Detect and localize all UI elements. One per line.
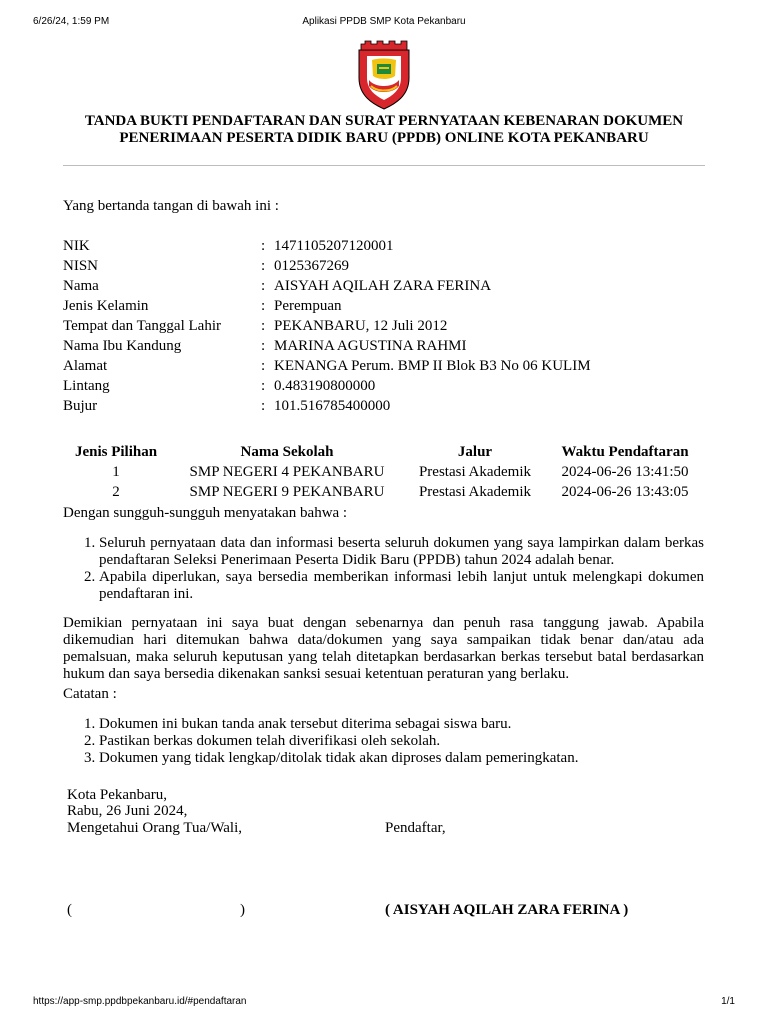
table-cell: SMP NEGERI 4 PEKANBARU bbox=[189, 463, 385, 480]
identity-label: Tempat dan Tanggal Lahir bbox=[63, 318, 221, 334]
print-footer bbox=[0, 996, 768, 1010]
identity-row-bujur bbox=[63, 398, 703, 418]
table-header-row bbox=[63, 442, 705, 462]
identity-value: PEKANBARU, 12 Juli 2012 bbox=[274, 318, 448, 334]
document-title-line-2: PENERIMAAN PESERTA DIDIK BARU (PPDB) ONLINE KOTA PEKANBARU bbox=[119, 130, 649, 146]
identity-value: 101.516785400000 bbox=[274, 398, 391, 414]
registrant-signature-name: ( AISYAH AQILAH ZARA FERINA ) bbox=[385, 902, 629, 918]
identity-value: 1471105207120001 bbox=[274, 238, 394, 254]
school-choices-table bbox=[63, 442, 705, 502]
identity-row-nik bbox=[63, 238, 703, 258]
identity-colon: : bbox=[261, 278, 266, 294]
table-cell: 2024-06-26 13:43:05 bbox=[561, 483, 689, 500]
table-cell: 1 bbox=[112, 463, 120, 480]
table-cell: Prestasi Akademik bbox=[418, 483, 532, 500]
print-datetime: 6/26/24, 1:59 PM bbox=[33, 16, 110, 27]
identity-colon: : bbox=[261, 298, 266, 314]
identity-colon: : bbox=[261, 258, 266, 274]
notes-label: Catatan : bbox=[63, 686, 117, 702]
identity-row-tempat-tanggal-lahir bbox=[63, 318, 703, 338]
identity-label: Alamat bbox=[63, 358, 108, 374]
declaration-paragraph: Demikian pernyataan ini saya buat dengan sebenarnya dan penuh rasa tanggung jawab. Apabila dikemudian hari ditemukan bahwa data/dokumen yang saya sampaikan tidak benar dan/atau ada pemalsuan, maka seluruh keputusan yang telah ditetapkan berdasarkan berkas tersebut batal berdasarkan hukum dan saya bersedia dikenakan sanksi sesuai ketentuan peraturan yang berlaku. bbox=[63, 615, 704, 682]
identity-label: Lintang bbox=[63, 378, 110, 394]
table-row bbox=[63, 462, 705, 482]
identity-row-lintang bbox=[63, 378, 703, 398]
print-page-title: Aplikasi PPDB SMP Kota Pekanbaru bbox=[302, 16, 466, 27]
print-header bbox=[0, 16, 768, 30]
guardian-signature-open-paren: ( bbox=[67, 902, 72, 918]
identity-colon: : bbox=[261, 238, 266, 254]
identity-label: Nama Ibu Kandung bbox=[63, 338, 182, 354]
identity-label: NISN bbox=[63, 258, 99, 274]
notes-list bbox=[76, 716, 719, 767]
column-header: Jenis Pilihan bbox=[74, 443, 158, 460]
guardian-signature-close-paren: ) bbox=[240, 902, 245, 918]
identity-label: Nama bbox=[63, 278, 99, 294]
print-url: https://app-smp.ppdbpekanbaru.id/#pendaftaran bbox=[33, 996, 247, 1007]
table-cell: 2024-06-26 13:41:50 bbox=[561, 463, 689, 480]
identity-row-nama-ibu bbox=[63, 338, 703, 358]
intro-text: Yang bertanda tangan di bawah ini : bbox=[63, 198, 279, 214]
print-page-number: 1/1 bbox=[721, 996, 735, 1007]
identity-row-jenis-kelamin bbox=[63, 298, 703, 318]
identity-colon: : bbox=[261, 338, 266, 354]
identity-colon: : bbox=[261, 398, 266, 414]
pekanbaru-emblem-logo bbox=[355, 40, 413, 110]
identity-value: 0.483190800000 bbox=[274, 378, 376, 394]
column-header: Waktu Pendaftaran bbox=[561, 443, 689, 460]
identity-row-nama bbox=[63, 278, 703, 298]
identity-colon: : bbox=[261, 318, 266, 334]
identity-value: AISYAH AQILAH ZARA FERINA bbox=[274, 278, 492, 294]
document-title bbox=[40, 113, 728, 147]
table-cell: Prestasi Akademik bbox=[418, 463, 532, 480]
table-cell: SMP NEGERI 9 PEKANBARU bbox=[189, 483, 385, 500]
list-item: 3. Dokumen yang tidak lengkap/ditolak tidak akan diproses dalam pemeringkatan. bbox=[99, 750, 719, 767]
identity-value: Perempuan bbox=[274, 298, 342, 314]
list-item: 2. Apabila diperlukan, saya bersedia memberikan informasi lebih lanjut untuk melengkapi dokumen pendaftaran ini. bbox=[99, 569, 704, 603]
identity-row-alamat bbox=[63, 358, 703, 378]
list-item: 2. Pastikan berkas dokumen telah diverifikasi oleh sekolah. bbox=[99, 733, 719, 750]
identity-label: NIK bbox=[63, 238, 90, 254]
signature-date: Rabu, 26 Juni 2024, bbox=[67, 803, 188, 819]
registrant-label: Pendaftar, bbox=[385, 820, 446, 836]
title-divider bbox=[63, 165, 705, 166]
identity-value: 0125367269 bbox=[274, 258, 349, 274]
identity-colon: : bbox=[261, 358, 266, 374]
statement-list bbox=[76, 535, 704, 603]
list-item: 1. Seluruh pernyataan data dan informasi beserta seluruh dokumen yang saya lampirkan dalam berkas pendaftaran Seleksi Penerimaan Peserta Didik Baru (PPDB) tahun 2024 adalah benar. bbox=[99, 535, 704, 569]
signature-city: Kota Pekanbaru, bbox=[67, 787, 167, 803]
statement-intro: Dengan sungguh-sungguh menyatakan bahwa : bbox=[63, 505, 348, 521]
identity-value: MARINA AGUSTINA RAHMI bbox=[274, 338, 467, 354]
column-header: Nama Sekolah bbox=[240, 443, 334, 460]
table-row bbox=[63, 482, 705, 502]
identity-label: Bujur bbox=[63, 398, 98, 414]
identity-label: Jenis Kelamin bbox=[63, 298, 149, 314]
identity-row-nisn bbox=[63, 258, 703, 278]
identity-colon: : bbox=[261, 378, 266, 394]
table-cell: 2 bbox=[112, 483, 120, 500]
column-header: Jalur bbox=[457, 443, 493, 460]
list-item: 1. Dokumen ini bukan tanda anak tersebut diterima sebagai siswa baru. bbox=[99, 716, 719, 733]
guardian-label: Mengetahui Orang Tua/Wali, bbox=[67, 820, 243, 836]
document-title-line-1: TANDA BUKTI PENDAFTARAN DAN SURAT PERNYATAAN KEBENARAN DOKUMEN bbox=[84, 113, 684, 129]
identity-value: KENANGA Perum. BMP II Blok B3 No 06 KULIM bbox=[274, 358, 591, 374]
